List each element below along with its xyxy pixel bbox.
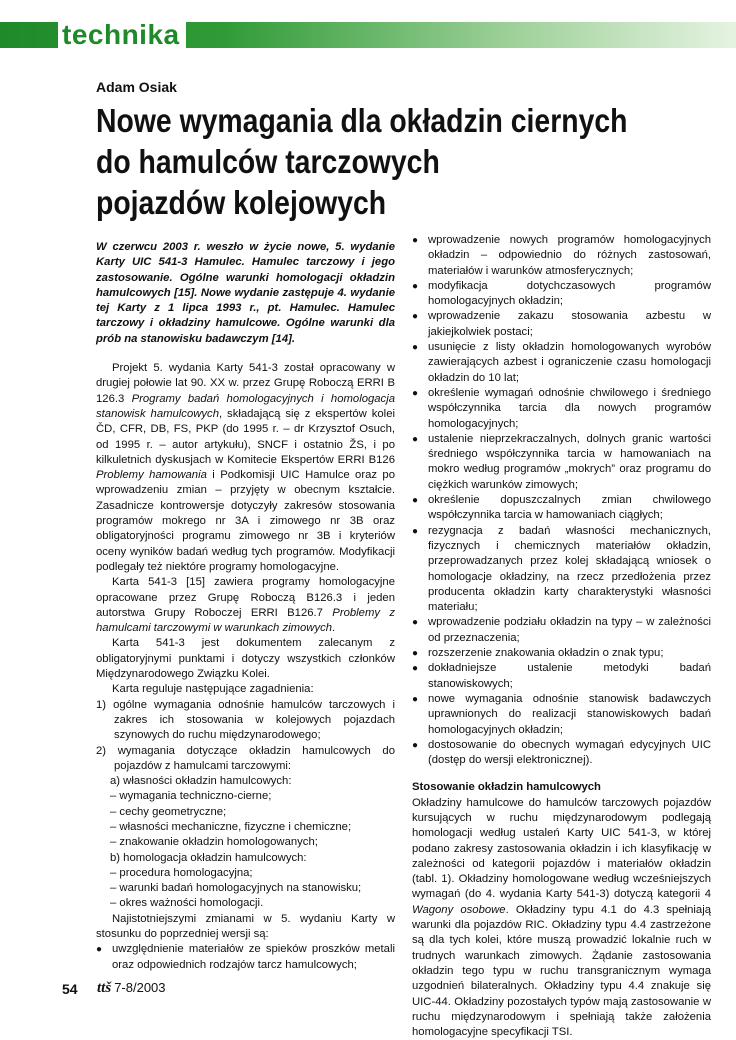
dash-item: – procedura homologacyjna; <box>110 866 253 879</box>
bullet-item: ● modyfikacja dotychczasowych programów homologacyjnych okładzin; <box>412 279 711 310</box>
list-item: 1) ogólne wymagania odnośnie hamulców tarczowych i zakres ich stosowania w kolejowych pojazdach szynowych do ruchu międzynarodowego; <box>96 698 395 742</box>
section-heading: Stosowanie okładzin hamulcowych <box>412 781 601 794</box>
magazine-issue <box>97 979 166 997</box>
paragraph: Karta 541-3 jest dokumentem zalecanym z obligatoryjnymi punktami i dotyczy wszystkich członków Międzynarodowego Związku Kolei. <box>96 637 395 681</box>
title-line-1: Nowe wymagania dla okładzin ciernych <box>96 102 628 139</box>
paragraph: Karta 541-3 [15] zawiera programy homologacyjne opracowane przez Grupę Roboczą B126.3 i jeden autorstwa Grupy Roboczej ERRI B126.7 Problemy z hamulcami tarczowymi w warunkach zimowych. <box>96 576 395 635</box>
paragraph: Projekt 5. wydania Karty 541-3 został opracowany w drugiej połowie lat 90. XX w. przez Grupę Roboczą ERRI B 126.3 Programy badań homologacyjnych i homologacja stanowisk hamulcowych, składającą się z ekspertów kolei ČD, CFR, DB, FS, PKP (do 1995 r. – dr Krzysztof Osuch, od 1995 r. – autor artykułu), SNCF i ostatnio ŽS, i po kilkuletnich dyskusjach w Komitecie Ekspertów ERRI B126 Problemy hamowania i Podkomisji UIC Hamulce oraz po wprowadzeniu zmian – przyjęty w obecnym kształcie. Zasadnicze kontrowersje dotyczyły zakresów stosowania programów mokrego nr 3A i zimowego nr 3B oraz obligatoryjności programu zimowego nr 3B i kryteriów oceny wyników badań według tych programów. Modyfikacji podlegały też niektóre programy homologacyjne. <box>96 362 395 573</box>
bullet-item: ● dostosowanie do obecnych wymagań edycyjnych UIC (dostęp do wersji elektronicznej). <box>412 738 711 769</box>
bullet-list <box>96 942 395 973</box>
bullet-item: ● uwzględnienie materiałów ze spieków proszków metali oraz odpowiednich rodzajów tarcz hamulcowych; <box>96 942 395 973</box>
author-name: Adam Osiak <box>96 79 177 95</box>
bullet-item: ● usunięcie z listy okładzin homologowanych wyrobów zawierających azbest i ograniczenie czasu homologacji okładzin do 10 lat; <box>412 340 711 386</box>
title-line-3: pojazdów kolejowych <box>96 184 387 221</box>
dash-item: – wymagania techniczno-cierne; <box>110 790 272 803</box>
dash-item: – cechy geometryczne; <box>110 805 227 818</box>
article-title <box>96 100 638 223</box>
bullet-list <box>412 233 711 768</box>
sub-list-item: b) homologacja okładzin hamulcowych: <box>110 851 307 864</box>
magazine-logo: ttš <box>97 980 112 996</box>
dash-item: – własności mechaniczne, fizyczne i chemiczne; <box>110 820 352 833</box>
page-number: 54 <box>62 981 78 997</box>
bullet-item: ● wprowadzenie podziału okładzin na typy – w zależności od przeznaczenia; <box>412 615 711 646</box>
left-column <box>96 240 395 973</box>
article-lead: W czerwcu 2003 r. weszło w życie nowe, 5. wydanie Karty UIC 541-3 Hamulec. Hamulec tarczowy i jego zastosowanie. Ogólne warunki homologacji okładzin hamulcowych [15]. Nowe wydanie zastępuje 4. wydanie tej Karty z 1 lipca 1993 r., pt. Hamulec. Hamulec tarczowy i okładziny hamulcowe. Ogólne warunki dla prób na stanowisku badawczym [14]. <box>96 241 395 345</box>
right-column <box>412 233 711 1040</box>
bullet-item: ● określenie dopuszczalnych zmian chwilowego współczynnika tarcia w hamowaniach ciągłych; <box>412 493 711 524</box>
title-line-2: do hamulców tarczowych <box>96 143 440 180</box>
bullet-item: ● wprowadzenie nowych programów homologacyjnych okładzin – odpowiednio do różnych zastosowań, materiałów i warunków atmosferycznych; <box>412 233 711 279</box>
dash-item: – znakowanie okładzin homologowanych; <box>110 836 318 849</box>
section-label: technika <box>58 18 186 52</box>
bullet-item: ● wprowadzenie zakazu stosowania azbestu w jakiejkolwiek postaci; <box>412 309 711 340</box>
paragraph: Karta reguluje następujące zagadnienia: <box>112 683 314 696</box>
issue-label: 7-8/2003 <box>114 980 166 995</box>
bullet-item: ● rozszerzenie znakowania okładzin o znak typu; <box>412 646 711 661</box>
bullet-item: ● dokładniejsze ustalenie metodyki badań stanowiskowych; <box>412 661 711 692</box>
paragraph: Okładziny hamulcowe do hamulców tarczowych pojazdów kursujących w ruchu międzynarodowym podlegają homologacji według ustaleń Karty UIC 541-3, w której podano zakresy zastosowania okładzin i ich klasyfikację w zależności od kategorii pojazdów i materiałów okładzin (tabl. 1). Okładziny homologowane według wcześniejszych wymagań (do 4. wydania Karty 541-3) dotyczą kategorii 4 Wagony osobowe. Okładziny typu 4.1 do 4.3 spełniają warunki dla pojazdów RIC. Okładziny typu 4.4 zastrzeżone są dla tych kolei, które muszą prowadzić lokalnie ruch w trudnych warunkach zimowych. Żądanie zastosowania okładzin tego typu w ruchu transgranicznym wymaga uzgodnień bilateralnych. Okładziny typu 4.4 znakuje się UIC-44. Okładziny pozostałych typów mają zastosowanie w ruchu międzynarodowym i spełniają także założenia homologacyjne specyfikacji TSI. <box>412 796 711 1039</box>
bullet-item: ● określenie wymagań odnośnie chwilowego i średniego współczynnika tarcia dla nowych programów homologacyjnych; <box>412 386 711 432</box>
dash-item: – okres ważności homologacji. <box>110 897 264 910</box>
paragraph: Najistotniejszymi zmianami w 5. wydaniu Karty w stosunku do poprzedniej wersji są: <box>96 912 395 941</box>
list-item: 2) wymagania dotyczące okładzin hamulcowych do pojazdów z hamulcami tarczowymi: <box>96 744 395 772</box>
sub-list-item: a) własności okładzin hamulcowych: <box>110 775 292 788</box>
bullet-item: ● rezygnacja z badań własności mechanicznych, fizycznych i chemicznych materiałów okładzin, przeprowadzanych przez kolej składającą wniosek o homologacje okładziny, na rzecz przedłożenia przez producenta okładzin karty charakterystyki własności materiału; <box>412 524 711 616</box>
dash-item: – warunki badań homologacyjnych na stanowisku; <box>110 882 362 895</box>
bullet-item: ● nowe wymagania odnośnie stanowisk badawczych uprawnionych do realizacji stanowiskowych badań homologacyjnych okładzin; <box>412 692 711 738</box>
bullet-item: ● ustalenie nieprzekraczalnych, dolnych granic wartości średniego współczynnika tarcia w hamowaniach na mokro według programów „mokrych” oraz programu do ciężkich warunków zimowych; <box>412 432 711 493</box>
